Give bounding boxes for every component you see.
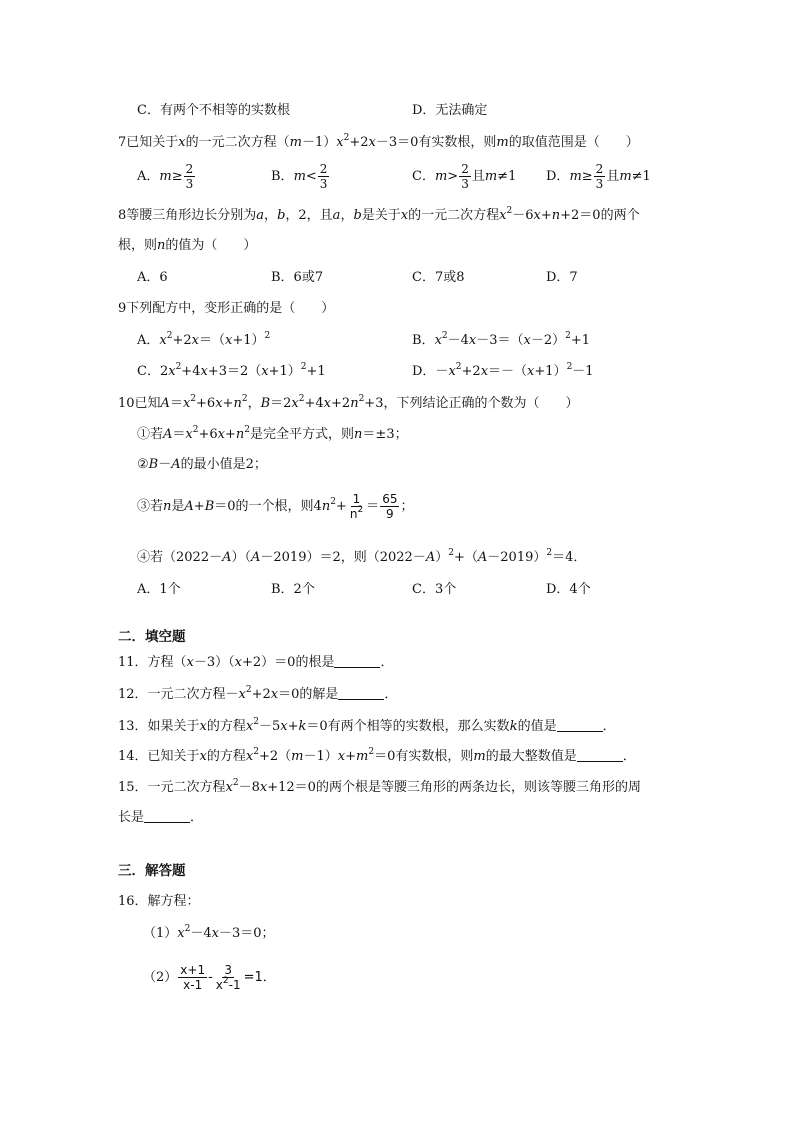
q8-option-c: C．7或8 <box>412 270 465 285</box>
q10-claim-3: ③若n是A+B＝0的一个根，则$4n^2+$ $\frac{1}{n^2}$ ＝ $\frac{65}{9}$ ； <box>137 492 414 521</box>
q10-option-a: A．1个 <box>137 582 181 597</box>
q10-claim-2: ②B－A的最小值是2； <box>137 457 267 472</box>
section-solve-title: 三．解答题 <box>118 863 186 879</box>
q6-option-c: C．有两个不相等的实数根 <box>137 103 290 118</box>
q8-stem-line1: 8等腰三角形边长分别为a，b，2，且a，b是关于x的一元二次方程$x^2-6x+n+2=0$的两个 <box>118 206 640 223</box>
q7-option-b: B．m< $\frac{2}{3}$ <box>271 162 328 191</box>
q16-part-1: $(1)x^2-4x-3=0$； <box>143 924 275 941</box>
q10-stem: 10已知$A=x^2+6x+n^2$，$B=2x^2+4x+2n^2+3$，下列结论正确的个数为（ ） <box>118 394 579 411</box>
q10-option-d: D．4个 <box>546 582 591 597</box>
q11: 11．方程（x－3）（x+2）＝0的根是 ． <box>118 655 394 670</box>
q13-answer-blank[interactable] <box>557 717 603 732</box>
q7-option-a: A．m≥ $\frac{2}{3}$ <box>137 162 194 191</box>
q9-option-c: C．$2x^2+4x+3=2(x+1)^2+1$ <box>137 362 326 379</box>
q12: 12．一元二次方程$-x^2+2x=0$的解是 ． <box>118 685 398 702</box>
q10-claim-4: ④若（2022－A）（A－2019）＝2，则$(2022-A)^2+(A-2019)^2=4$． <box>137 548 587 565</box>
q14-answer-blank[interactable] <box>577 747 623 762</box>
q16-fraction-1: $\frac{x+1}{x-1}$ <box>180 963 206 992</box>
q13: 13．如果关于x的方程$x^2-5x+k=0$有两个相等的实数根，那么实数k的值是 ． <box>118 717 616 734</box>
q16-stem: 16．解方程： <box>118 894 200 909</box>
q9-option-a: A．$x^2+2x=(x+1)^2$ <box>137 331 271 348</box>
q8-option-b: B．6或7 <box>271 270 324 285</box>
q15-answer-blank[interactable] <box>144 808 190 823</box>
section-fill-in-title: 二．填空题 <box>118 629 186 645</box>
q15-line2: 长是 ． <box>118 810 204 825</box>
q9-option-d: D．$-x^2+2x=-(x+1)^2-1$ <box>412 362 594 379</box>
q15-line1: 15．一元二次方程$x^2-8x+12=0$的两个根是等腰三角形的两条边长，则该等腰三角形的周 <box>118 778 641 795</box>
q16-part-2: （2） $\frac{x+1}{x-1}$ - $\frac{3}{x^2-1}$ =1． <box>143 963 276 992</box>
q9-stem: 9下列配方中，变形正确的是（ ） <box>118 301 335 316</box>
q16-fraction-2: $\frac{3}{x^2-1}$ <box>215 963 241 992</box>
q8-stem-line2: 根，则n的值为（ ） <box>118 238 257 253</box>
q10-option-c: C．3个 <box>412 582 457 597</box>
q9-option-b: B．$x^2-4x-3=(x-2)^2+1$ <box>412 331 591 348</box>
q8-option-a: A．6 <box>137 270 168 285</box>
q12-answer-blank[interactable] <box>338 685 384 700</box>
q14: 14．已知关于x的方程$x^2+2(m-1)x+m^2=0$有实数根，则m的最大整数值是 ． <box>118 747 636 764</box>
q10-claim-1: ①若$A=x^2+6x+n^2$是完全平方式，则n＝±3； <box>137 425 408 442</box>
q7-option-c: C．m> $\frac{2}{3}$ 且m≠1 <box>412 162 517 191</box>
q10-option-b: B．2个 <box>271 582 315 597</box>
q11-answer-blank[interactable] <box>334 653 380 668</box>
q7-stem: 7已知关于x的一元二次方程$(m-1)x^2+2x-3=0$有实数根，则m的取值范围是（ ） <box>118 133 639 150</box>
q6-option-d: D．无法确定 <box>412 103 488 118</box>
q7-option-d: D．m≥ $\frac{2}{3}$ 且m≠1 <box>546 162 651 191</box>
q8-option-d: D．7 <box>546 270 578 285</box>
